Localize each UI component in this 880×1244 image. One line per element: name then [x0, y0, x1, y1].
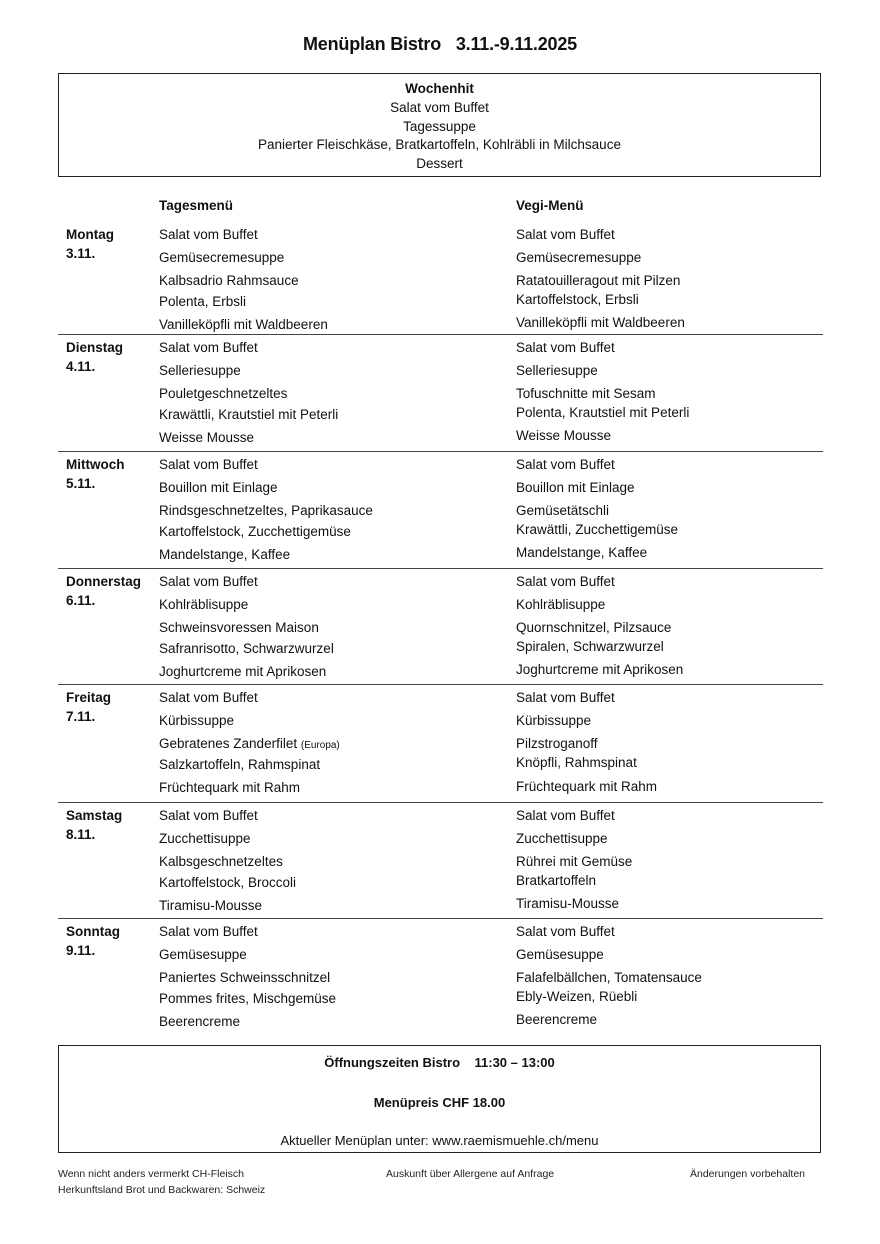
- day-name: Mittwoch: [66, 457, 125, 472]
- soup: Kürbissuppe: [516, 713, 592, 728]
- column-header-vegi: Vegi-Menü: [516, 198, 584, 213]
- day-label: [66, 806, 122, 844]
- day-row-samstag: [58, 803, 823, 919]
- dessert: Mandelstange, Kaffee: [159, 547, 291, 562]
- dessert: Weisse Mousse: [159, 430, 255, 445]
- main-dish: Pilzstroganoff: [516, 736, 598, 751]
- note-changes: Änderungen vorbehalten: [690, 1168, 806, 1180]
- salad: Salat vom Buffet: [516, 808, 615, 823]
- soup: Bouillon mit Einlage: [159, 480, 278, 495]
- main-dish: Tofuschnitte mit Sesam: [516, 386, 656, 401]
- dessert: Früchtequark mit Rahm: [159, 780, 301, 795]
- soup: Gemüsesuppe: [159, 947, 247, 962]
- vegi-menu: [516, 338, 816, 445]
- salad: Salat vom Buffet: [159, 340, 258, 355]
- side-dish: Kartoffelstock, Erbsli: [516, 292, 639, 307]
- wochenhit-line: Tagessuppe: [403, 118, 476, 134]
- side-dish: Safranrisotto, Schwarzwurzel: [159, 641, 334, 656]
- standard-menu: [159, 455, 499, 564]
- day-label: [66, 922, 120, 960]
- soup: Gemüsesuppe: [516, 947, 604, 962]
- salad: Salat vom Buffet: [159, 457, 258, 472]
- main-dish: Ratatouilleragout mit Pilzen: [516, 273, 681, 288]
- dessert: Joghurtcreme mit Aprikosen: [159, 664, 327, 679]
- menu-price: Menüpreis CHF 18.00: [373, 1095, 506, 1110]
- main-dish: Kalbsgeschnetzeltes: [159, 854, 283, 869]
- side-dish: Kartoffelstock, Zucchettigemüse: [159, 524, 351, 539]
- day-name: Montag: [66, 227, 114, 242]
- side-dish: Polenta, Erbsli: [159, 294, 247, 309]
- main-dish: Schweinsvoressen Maison: [159, 620, 319, 635]
- menu-link-line: [59, 1132, 820, 1150]
- wochenhit-heading: Wochenhit: [405, 81, 474, 96]
- side-dish: Pommes frites, Mischgemüse: [159, 991, 337, 1006]
- salad: Salat vom Buffet: [516, 340, 615, 355]
- side-dish: Kartoffelstock, Broccoli: [159, 875, 297, 890]
- main-dish: Paniertes Schweinsschnitzel: [159, 970, 331, 985]
- main-dish: Quornschnitzel, Pilzsauce: [516, 620, 672, 635]
- opening-hours: [59, 1054, 820, 1094]
- soup: Selleriesuppe: [516, 363, 598, 378]
- soup: Zucchettisuppe: [159, 831, 251, 846]
- day-name: Samstag: [66, 808, 123, 823]
- salad: Salat vom Buffet: [159, 574, 258, 589]
- main-dish: Rindsgeschnetzeltes, Paprikasauce: [159, 503, 373, 518]
- side-dish: Krawättli, Krautstiel mit Peterli: [159, 407, 339, 422]
- day-date: 3.11.: [66, 246, 96, 261]
- soup: Selleriesuppe: [159, 363, 241, 378]
- day-row-donnerstag: [58, 569, 823, 685]
- soup: Gemüsecremesuppe: [159, 250, 285, 265]
- salad: Salat vom Buffet: [159, 227, 258, 242]
- dessert: Früchtequark mit Rahm: [516, 779, 658, 794]
- day-label: [66, 572, 141, 610]
- soup: Bouillon mit Einlage: [516, 480, 635, 495]
- dessert: Tiramisu-Mousse: [516, 896, 620, 911]
- main-dish: Kalbsadrio Rahmsauce: [159, 273, 299, 288]
- day-row-freitag: [58, 685, 823, 803]
- wochenhit-line: Salat vom Buffet: [390, 99, 489, 115]
- dessert: Vanilleköpfli mit Waldbeeren: [159, 317, 328, 332]
- vegi-menu: [516, 225, 816, 332]
- dessert: Beerencreme: [516, 1012, 598, 1027]
- day-row-mittwoch: [58, 452, 823, 569]
- menu-link-url[interactable]: www.raemismuehle.ch/menu: [432, 1133, 599, 1148]
- side-dish: Krawättli, Zucchettigemüse: [516, 522, 679, 537]
- info-box: [58, 1045, 821, 1153]
- day-name: Freitag: [66, 690, 112, 705]
- day-date: 7.11.: [66, 709, 96, 724]
- dessert: Joghurtcreme mit Aprikosen: [516, 662, 684, 677]
- salad: Salat vom Buffet: [159, 808, 258, 823]
- side-dish: Polenta, Krautstiel mit Peterli: [516, 405, 690, 420]
- vegi-menu: [516, 922, 816, 1029]
- day-date: 6.11.: [66, 593, 96, 608]
- standard-menu: [159, 225, 499, 334]
- standard-menu: [159, 922, 499, 1031]
- day-date: 9.11.: [66, 943, 96, 958]
- standard-menu: [159, 806, 499, 915]
- side-dish: Salzkartoffeln, Rahmspinat: [159, 757, 321, 772]
- day-date: 8.11.: [66, 827, 96, 842]
- salad: Salat vom Buffet: [516, 690, 615, 705]
- title-date-range: 3.11.-9.11.2025: [455, 34, 577, 54]
- note-allergens: Auskunft über Allergene auf Anfrage: [386, 1168, 555, 1180]
- page-title: [0, 34, 880, 55]
- wochenhit-line: Panierter Fleischkäse, Bratkartoffeln, Kohlräbli in Milchsauce: [258, 137, 621, 153]
- menu-link-label: Aktueller Menüplan unter:: [280, 1133, 429, 1148]
- soup: Kohlräblisuppe: [159, 597, 249, 612]
- dessert: Tiramisu-Mousse: [159, 898, 263, 913]
- opening-hours-label: Öffnungszeiten Bistro: [324, 1055, 461, 1070]
- column-header-standard: Tagesmenü: [159, 198, 234, 213]
- vegi-menu: [516, 572, 816, 679]
- side-dish: Bratkartoffeln: [516, 873, 597, 888]
- day-label: [66, 225, 114, 263]
- note-meat-origin: Wenn nicht anders vermerkt CH-Fleisch: [58, 1168, 244, 1180]
- title-text: Menüplan Bistro: [303, 34, 442, 54]
- dessert: Mandelstange, Kaffee: [516, 545, 648, 560]
- dessert: Vanilleköpfli mit Waldbeeren: [516, 315, 685, 330]
- standard-menu: [159, 338, 499, 447]
- main-dish: Falafelbällchen, Tomatensauce: [516, 970, 702, 985]
- salad: Salat vom Buffet: [516, 457, 615, 472]
- day-name: Donnerstag: [66, 574, 142, 589]
- side-dish: Spiralen, Schwarzwurzel: [516, 639, 664, 654]
- dessert: Weisse Mousse: [516, 428, 612, 443]
- wochenhit-box: [58, 73, 821, 177]
- day-date: 4.11.: [66, 359, 96, 374]
- standard-menu: [159, 572, 499, 681]
- opening-hours-time: 11:30 – 13:00: [474, 1055, 555, 1070]
- origin-note: (Europa): [300, 740, 340, 751]
- main-dish: Rührei mit Gemüse: [516, 854, 633, 869]
- day-label: [66, 338, 123, 376]
- day-date: 5.11.: [66, 476, 96, 491]
- soup: Kohlräblisuppe: [516, 597, 606, 612]
- day-name: Sonntag: [66, 924, 120, 939]
- main-dish: Gebratenes Zanderfilet (Europa): [159, 736, 340, 751]
- note-origin: [58, 1166, 265, 1198]
- day-label: [66, 455, 125, 493]
- main-dish: Pouletgeschnetzeltes: [159, 386, 288, 401]
- dessert: Beerencreme: [159, 1014, 241, 1029]
- vegi-menu: [516, 455, 816, 562]
- soup: Gemüsecremesuppe: [516, 250, 642, 265]
- salad: Salat vom Buffet: [516, 227, 615, 242]
- weekly-menu-table: [58, 222, 823, 1034]
- note-bread-origin: Herkunftsland Brot und Backwaren: Schweiz: [58, 1184, 266, 1196]
- soup: Kürbissuppe: [159, 713, 235, 728]
- salad: Salat vom Buffet: [159, 924, 258, 939]
- salad: Salat vom Buffet: [159, 690, 258, 705]
- day-label: [66, 688, 111, 726]
- wochenhit-line: Dessert: [416, 156, 463, 172]
- salad: Salat vom Buffet: [516, 924, 615, 939]
- day-row-sonntag: [58, 919, 823, 1034]
- vegi-menu: [516, 806, 816, 913]
- salad: Salat vom Buffet: [516, 574, 615, 589]
- day-row-dienstag: [58, 335, 823, 452]
- vegi-menu: [516, 688, 816, 796]
- side-dish: Knöpfli, Rahmspinat: [516, 755, 637, 770]
- soup: Zucchettisuppe: [516, 831, 608, 846]
- day-name: Dienstag: [66, 340, 124, 355]
- side-dish: Ebly-Weizen, Rüebli: [516, 989, 638, 1004]
- standard-menu: [159, 688, 499, 797]
- main-dish: Gemüsetätschli: [516, 503, 610, 518]
- day-row-montag: [58, 222, 823, 335]
